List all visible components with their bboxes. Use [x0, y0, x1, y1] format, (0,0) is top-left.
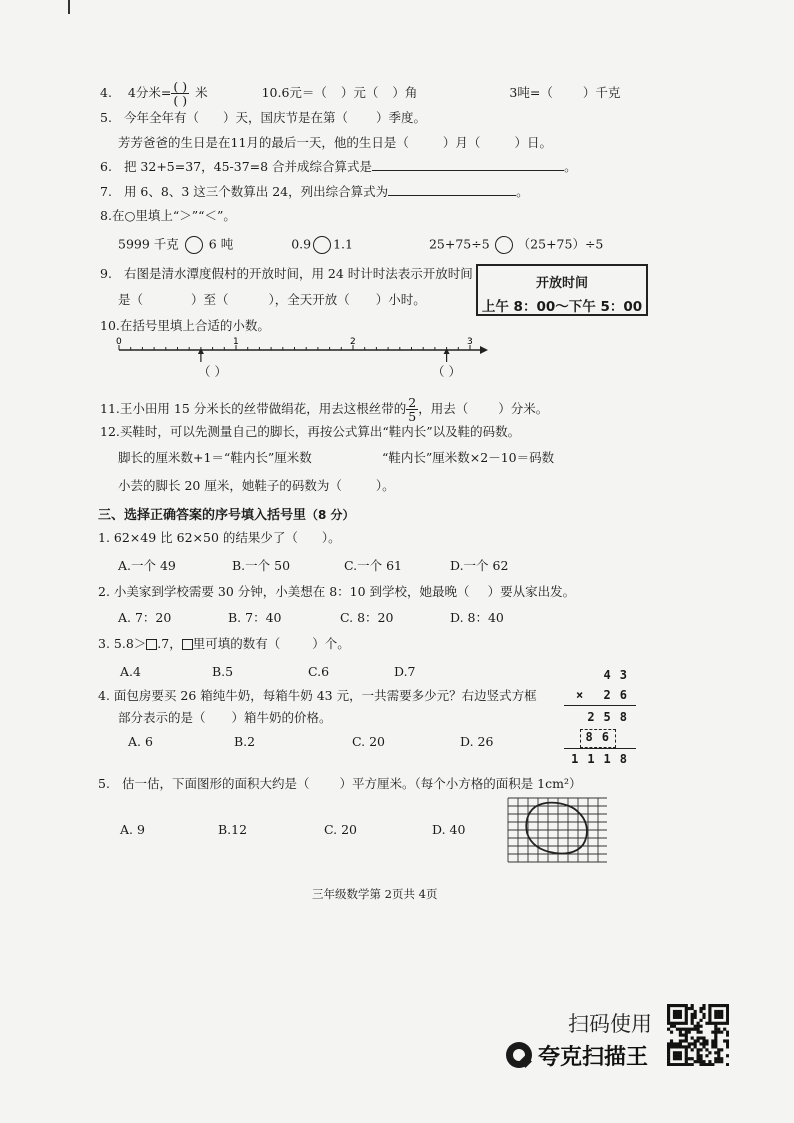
compare-circle[interactable] — [495, 236, 513, 254]
choice-4: 4. 面包房要买 26 箱纯牛奶，每箱牛奶 43 元，一共需要多少元？右边竖式方框 — [98, 688, 537, 703]
brand-name: 夸克扫描王 — [538, 1045, 649, 1070]
answer-line[interactable] — [372, 158, 564, 171]
question-9: 9. 右图是清水潭度假村的开放时间，用 24 时计时法表示开放时间 — [100, 266, 473, 281]
compare-circle[interactable] — [185, 236, 203, 254]
formula-2: “鞋内长”厘米数×2－10＝码数 — [382, 450, 555, 465]
question-6: 6. 把 32+5=37，45-37=8 合并成综合算式是 。 — [100, 159, 577, 174]
quark-logo-icon — [506, 1042, 532, 1068]
choice-3-options: A.4 B.5 C.6 D.7 — [120, 664, 416, 679]
number-line-label: 1 — [233, 337, 239, 347]
question-8: 8.在○里填上“＞”“＜”。 — [100, 208, 236, 223]
number-line-label: 3 — [467, 337, 473, 347]
number-line-blank-2[interactable]: （ ） — [432, 364, 461, 379]
corner-mark — [68, 0, 70, 14]
choice-5: 5. 估一估，下面图形的面积大约是（ ）平方厘米。（每个小方格的面积是 1cm²） — [98, 776, 582, 791]
section-3-title: 三、选择正确答案的序号填入括号里（8 分） — [98, 508, 355, 523]
blank-square[interactable] — [146, 639, 157, 650]
number-line-blank-1[interactable]: （ ） — [198, 364, 227, 379]
formula-1: 脚长的厘米数+1＝“鞋内长”厘米数 — [118, 450, 312, 465]
choice-2: 2. 小美家到学校需要 30 分钟，小美想在 8：10 到学校，她最晚（ ）要从家出发。 — [98, 584, 576, 599]
question-12: 12.买鞋时，可以先测量自己的脚长，再按公式算出“鞋内长”以及鞋的码数。 — [100, 424, 521, 439]
qr-code-icon[interactable] — [667, 1004, 729, 1066]
choice-5-options: A. 9 B.12 C. 20 D. 40 — [120, 822, 466, 837]
page-footer: 三年级数学第 2页共 4页 — [312, 887, 438, 901]
scan-label: 扫码使用 — [568, 1012, 652, 1036]
compare-circle[interactable] — [313, 236, 331, 254]
vertical-multiplication: 43 × 26 258 86 1118 — [562, 666, 642, 770]
choice-3: 3. 5.8＞ .7， 里可填的数有（ ）个。 — [98, 636, 350, 651]
question-5: 5. 今年全年有（ ）天，国庆节是在第（ ）季度。 — [100, 110, 426, 125]
blank-square — [182, 639, 193, 650]
question-12-line3: 小芸的脚长 20 厘米，她鞋子的码数为（ ）。 — [118, 478, 395, 493]
opening-hours-box: 开放时间 上午 8：00～下午 5：00 — [476, 264, 648, 316]
question-5-line2: 芳芳爸爸的生日是在11月的最后一天，他的生日是（ ）月（ ）日。 — [118, 135, 552, 150]
answer-line[interactable] — [388, 183, 516, 196]
question-7: 7. 用 6、8、3 这三个数算出 24，列出综合算式为 。 — [100, 184, 529, 199]
question-11: 11.王小田用 15 分米长的丝带做绢花，用去这根丝带的 $\frac{2}{5}$ ，用去（ ）分米。 — [100, 395, 549, 424]
question-9-line2: 是（ ）至（ ），全天开放（ ）小时。 — [118, 292, 426, 307]
question-8-problems: 5999 千克 6 吨 0.9 1.1 25+75÷5 （25+75）÷5 — [118, 236, 603, 254]
choice-4-options: A. 6 B.2 C. 20 D. 26 — [128, 734, 494, 749]
area-grid-figure — [507, 797, 607, 863]
choice-2-options: A. 7：20 B. 7：40 C. 8：20 D. 8：40 — [118, 610, 504, 625]
number-line-label: 2 — [350, 337, 356, 347]
choice-4-line2: 部分表示的是（ ）箱牛奶的价格。 — [118, 710, 332, 725]
number-line-label: 0 — [116, 337, 122, 347]
fraction-blank[interactable]: $\frac{( )}{( )}$ — [173, 79, 188, 108]
choice-1-options: A.一个 49 B.一个 50 C.一个 61 D.一个 62 — [118, 558, 509, 573]
question-4: 4. 4分米= $\frac{( )}{( )}$ 米 10.6元＝（ ）元（ ）角 3吨=（ ）千克 — [100, 79, 621, 108]
choice-1: 1. 62×49 比 62×50 的结果少了（ ）。 — [98, 530, 341, 545]
question-10: 10.在括号里填上合适的小数。 — [100, 318, 270, 333]
fraction: $\frac{2}{5}$ — [408, 395, 417, 424]
